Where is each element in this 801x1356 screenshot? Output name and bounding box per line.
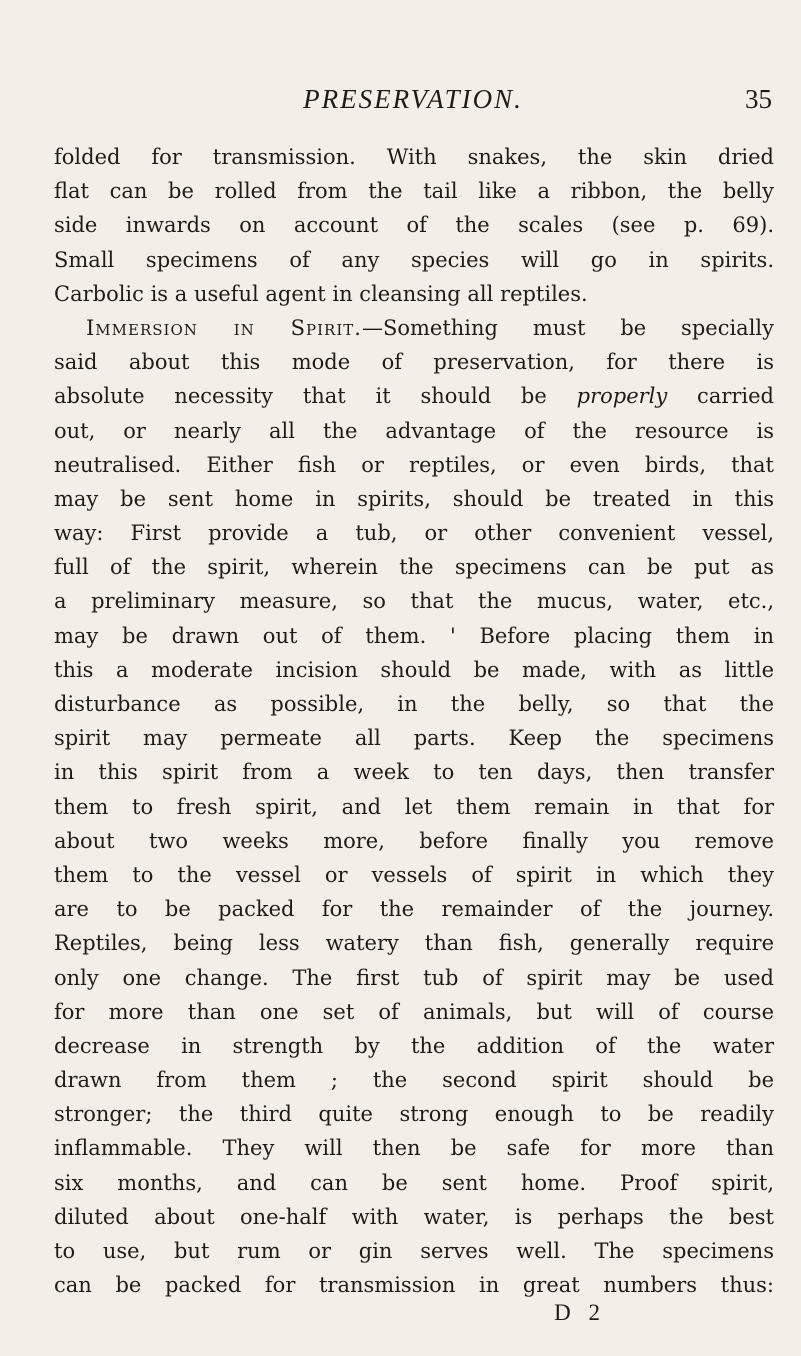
text-line: drawn from them ; the second spirit should be <box>54 1068 774 1093</box>
text-line: six months, and can be sent home. Proof spirit, <box>54 1170 774 1195</box>
text-line: Carbolic is a useful agent in cleansing all reptiles. <box>54 281 588 306</box>
text-line: are to be packed for the remainder of the journey. <box>54 897 774 922</box>
text-line: inflammable. They will then be safe for more than <box>54 1136 774 1161</box>
text-line: out, or nearly all the advantage of the resource is <box>54 418 774 443</box>
text-line: side inwards on account of the scales (see p. 69). <box>54 213 774 238</box>
text-line: full of the spirit, wherein the specimens can be put as <box>54 555 774 580</box>
text-line: to use, but rum or gin serves well. The specimens <box>54 1239 774 1263</box>
text-line: Small specimens of any species will go in spirits. <box>54 247 774 272</box>
text-line: flat can be rolled from the tail like a ribbon, the belly <box>54 179 774 204</box>
text-line: said about this mode of preservation, for there is <box>54 350 774 375</box>
text-line: Reptiles, being less watery than fish, generally require <box>54 931 774 956</box>
section-heading: Immersion in Spirit. <box>86 315 362 340</box>
signature-mark: D 2 <box>554 1300 606 1325</box>
text-line: them to the vessel or vessels of spirit in which they <box>54 862 774 887</box>
text-line: may be drawn out of them. ' Before placing them in <box>54 623 774 648</box>
emphasis-word: properly <box>576 384 668 409</box>
text-line: only one change. The first tub of spirit may be used <box>54 965 774 990</box>
text-line: diluted about one-half with water, is perhaps the best <box>54 1204 774 1229</box>
text-line: disturbance as possible, in the belly, so that the <box>54 692 774 716</box>
text-line: spirit may permeate all parts. Keep the specimens <box>54 726 774 751</box>
text-line: can be packed for transmission in great numbers thus: <box>54 1273 774 1298</box>
text-fragment: absolute necessity that it should be <box>54 384 577 409</box>
text-line-section-start <box>54 311 774 345</box>
text-line: may be sent home in spirits, should be treated in this <box>54 486 774 511</box>
text-line: for more than one set of animals, but will of course <box>54 999 774 1024</box>
text-line: about two weeks more, before finally you remove <box>54 828 774 853</box>
page-number: 35 <box>745 84 772 114</box>
running-title: PRESERVATION. <box>303 84 523 114</box>
running-head <box>54 84 772 124</box>
text-line: stronger; the third quite strong enough to be readily <box>54 1102 774 1127</box>
text-line: this a moderate incision should be made, with as little <box>54 657 774 682</box>
text-fragment: —Something must be specially <box>361 315 774 340</box>
text-line-with-emphasis <box>54 379 774 413</box>
text-line: a preliminary measure, so that the mucus, water, etc., <box>54 589 774 614</box>
text-line: in this spirit from a week to ten days, then transfer <box>54 760 774 785</box>
text-line: decrease in strength by the addition of the water <box>54 1033 774 1058</box>
text-line: folded for transmission. With snakes, the skin dried <box>54 145 774 169</box>
body-text <box>54 140 774 1302</box>
text-line: neutralised. Either fish or reptiles, or even birds, that <box>54 452 774 477</box>
text-fragment: carried <box>667 384 775 409</box>
text-line: them to fresh spirit, and let them remain in that for <box>54 794 774 819</box>
text-line: way: First provide a tub, or other convenient vessel, <box>54 521 774 546</box>
